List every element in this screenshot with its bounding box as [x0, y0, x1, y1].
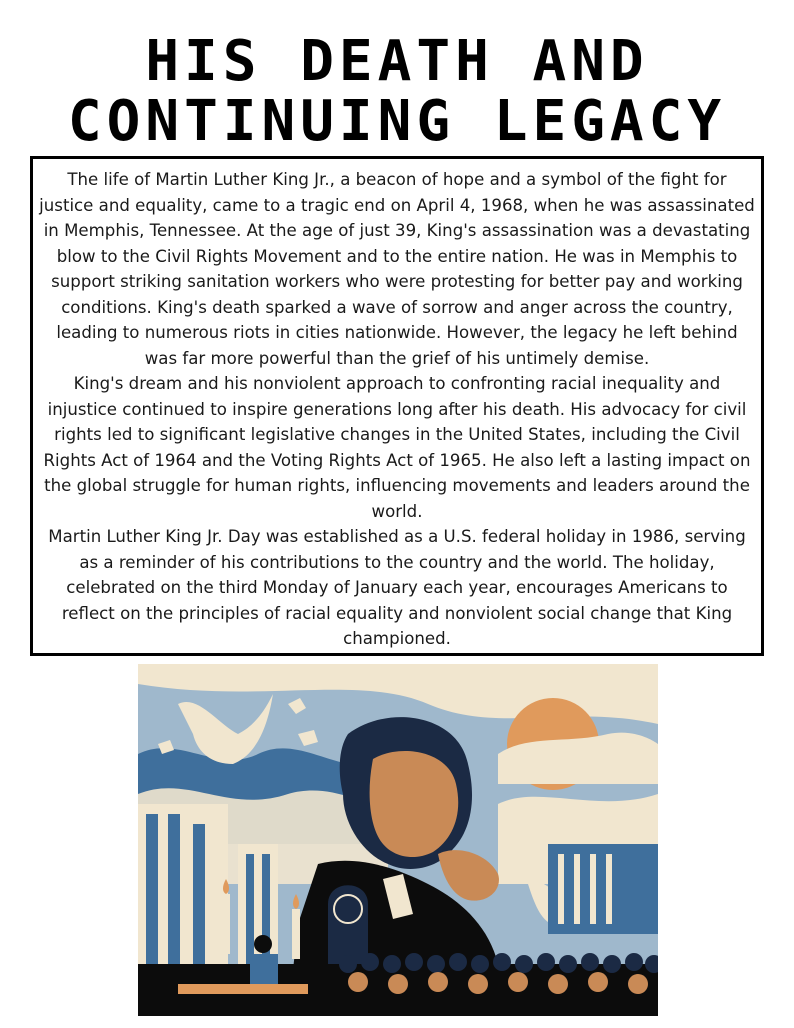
paragraph-3: Martin Luther King Jr. Day was established as a U.S. federal holiday in 1986, serving as a reminder of his contributions to the country and the world. The holiday, celebrated on the third Monday of January each year, encourages Americans to reflect on the principles of racial equality and nonviolent social change that King championed.	[48, 527, 746, 648]
illustration	[138, 664, 658, 1016]
page-title: HIS DEATH AND CONTINUING LEGACY	[67, 29, 727, 154]
text-box	[30, 156, 764, 656]
paragraph-2: King's dream and his nonviolent approach to confronting racial inequality and injustice continued to inspire generations long after his death. His advocacy for civil rights led to significant legislative changes in the United States, including the Civil Rights Act of 1964 and the Voting Rights Act of 1965. He also left a lasting impact on the global struggle for human rights, influencing movements and leaders around the world.	[43, 374, 751, 521]
church-window	[328, 885, 368, 964]
paragraph-1: The life of Martin Luther King Jr., a beacon of hope and a symbol of the fight for justice and equality, came to a tragic end on April 4, 1968, when he was assassinated in Memphis, Tennessee. At the age of just 39, King's assassination was a devastating blow to the Civil Rights Movement and to the entire nation. He was in Memphis to support striking sanitation workers who were protesting for better pay and working conditions. King's death sparked a wave of sorrow and anger across the country, leading to numerous riots in cities nationwide. However, the legacy he left behind was far more powerful than the grief of his untimely demise.	[39, 170, 755, 368]
memorial	[548, 834, 658, 934]
